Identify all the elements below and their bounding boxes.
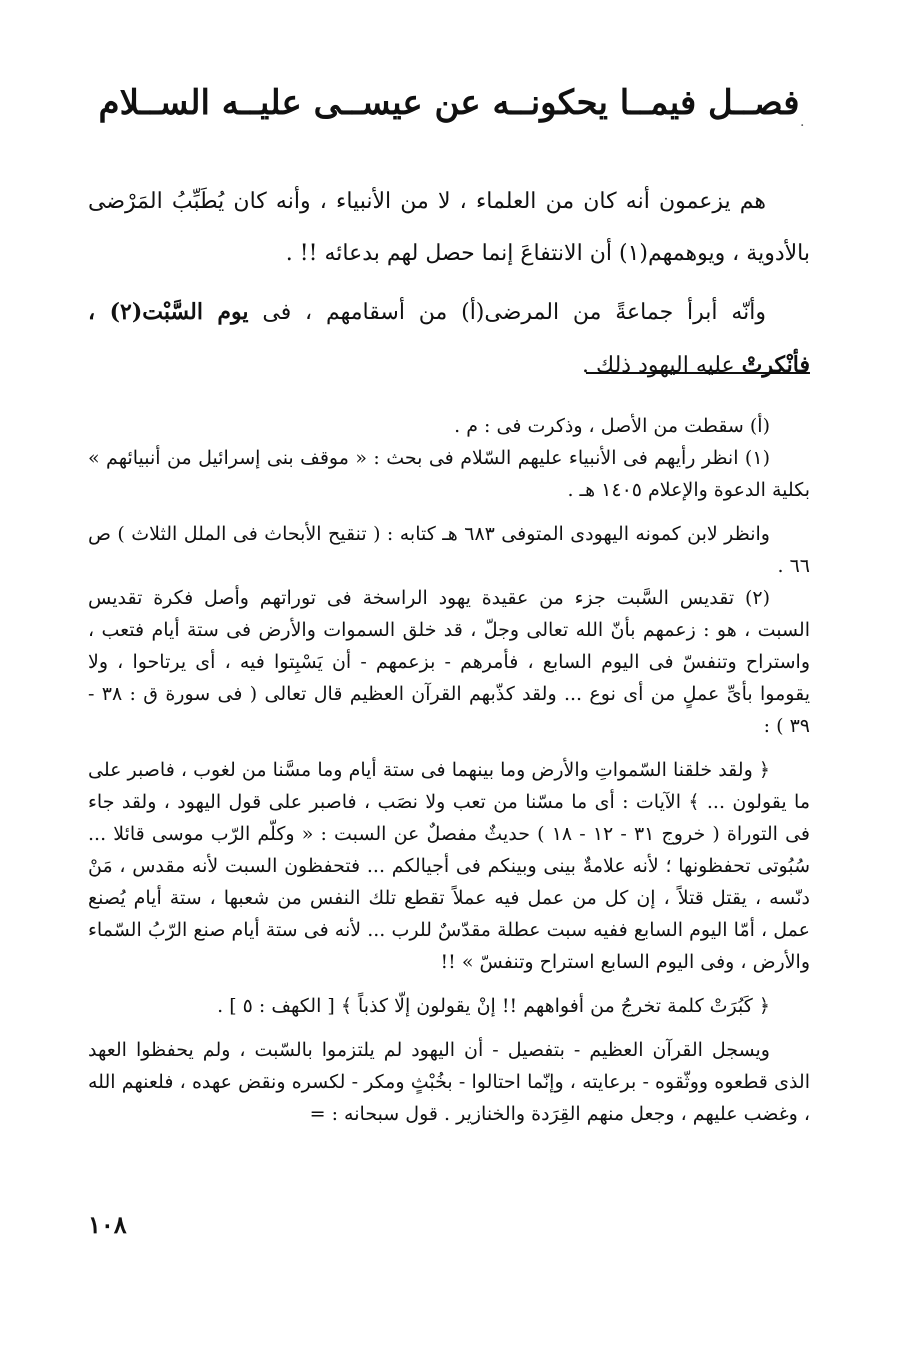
chapter-title: فصــل فيمــا يحكونــه عن عيســى عليــه الســلام (98, 83, 800, 123)
footnotes (88, 410, 810, 1130)
paragraph-2-emphasis: يوم السَّبْت(٢) ، فأنْكرتْ (88, 299, 810, 378)
page-number: ١٠٨ (88, 1210, 127, 1239)
paragraph-2-start: وأنّه أبرأ جماعةً من المرضى(أ) من أسقامهم ، فى (248, 300, 767, 325)
footnote-2-verse: ﴿ كَبُرَتْ كلمة تخرجُ من أفواههم !! إنْ يقولون إلّا كذباً ﴾ [ الكهف : ٥ ] . (217, 995, 770, 1017)
footnote-2-quote: ﴿ ولقد خلقنا السّمواتِ والأرض وما بينهما فى ستة أيام وما مسَّنا من لغوب ، فاصبر على ما يقولون ... ﴾ الآيات : أى ما مسّنا من تعب ولا نصَب ، فاصبر على قول اليهود ، ولقد جاء فى التوراة ( خروج ٣١ - ١٢ - ١٨ ) حديثٌ مفصلٌ عن السبت : « وكلّم الرّب موسى قائلا ... سُبُوتى تحفظونها ؛ لأنه علامةٌ بينى وبينكم فى أجيالكم ... فتحفظون السبت لأنه مقدس ، مَنْ دنّسه ، يقتل قتلاً ، إن كل من عمل فيه عملاً تقطع تلك النفس من شعبها ، ستة أيام يُصنع عمل ، أمّا اليوم السابع ففيه سبت عطلة مقدّسٌ للرب ... لأنه فى ستة أيام صنع الرّبُ السّماء والأرض ، وفى اليوم السابع استراح وتنفسّ » !! (88, 759, 811, 973)
continuation-mark: = (309, 1103, 326, 1125)
footnote-2: (٢) تقديس السَّبت جزء من عقيدة يهود الراسخة فى توراتهم وأصل فكرة تقديس السبت ، هو : زعمهم بأنّ الله تعالى وجلّ ، قد خلق السموات والأرض فى ستة أيام فتعب ، واستراح وتنفسّ فى اليوم السابع ، فأمرهم - بزعمهم - أن يَسْبِتوا فيه ، أى يرتاحوا ، ولا يقوموا بأىِّ عملٍ من أى نوع ... ولقد كذّبهم القرآن العظيم قال تعالى ( فى سورة ق : ٣٨ - ٣٩ ) : (88, 587, 811, 737)
footnote-2-final (88, 1034, 810, 1130)
paragraph-1: هم يزعمون أنه كان من العلماء ، لا من الأنبياء ، وأنه كان يُطَبِّبُ المَرْضى بالأدوية ، ويوهمهم(١) أن الانتفاعَ إنما حصل لهم بدعائه !! . (88, 189, 810, 266)
footnote-separator (586, 372, 810, 374)
footnote-a: (أ) سقطت من الأصل ، وذكرت فى : م . (454, 415, 770, 437)
margin-mark: · (800, 118, 805, 134)
footnote-2-final-text: ويسجل القرآن العظيم - بتفصيل - أن اليهود لم يلتزموا بالسّبت ، ولم يحفظوا العهد الذى قطعوه ووثّقوه - برعايته ، وإنّما احتالوا - بخُبْثٍ ومكر - لكسره ونقض عهده ، فلعنهم الله ، وغضب عليهم ، وجعل منهم القِرَدة والخنازير . قول سبحانه : (88, 1039, 810, 1125)
footnote-1-continued: وانظر لابن كمونه اليهودى المتوفى ٦٨٣ هـ كتابه : ( تنقيح الأبحاث فى الملل الثلاث ) ص ٦٦ . (88, 523, 810, 577)
main-text (88, 176, 810, 392)
paragraph-2 (88, 286, 810, 392)
paragraph-2-end: عليه اليهود ذلك . (582, 353, 742, 378)
book-page (88, 0, 810, 1358)
footnote-1: (١) انظر رأيهم فى الأنبياء عليهم السّلام فى بحث : « موقف بنى إسرائيل من أنبيائهم » بكلية الدعوة والإعلام ١٤٠٥ هـ . (88, 447, 810, 501)
